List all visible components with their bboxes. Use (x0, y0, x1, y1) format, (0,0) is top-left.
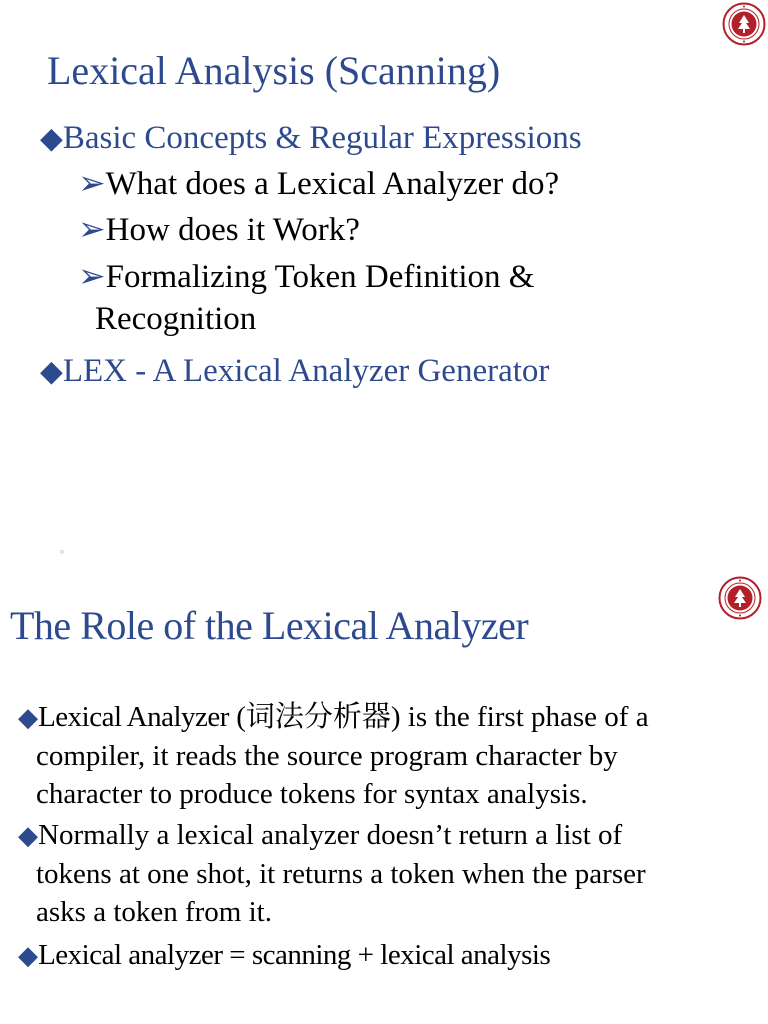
paragraph-lexical-analyzer (18, 698, 763, 813)
arrow-bullet-icon: ➢ (78, 212, 106, 248)
footnote-mark: 。 (60, 543, 71, 555)
slide-2 (0, 560, 768, 1024)
paragraph-normally (18, 816, 763, 931)
sub-bullet-formalizing-cont: Recognition (95, 301, 257, 337)
line: ◆Lexical Analyzer (词法分析器) is the first phase of a (18, 701, 649, 733)
line: tokens at one shot, it returns a token when the parser (36, 858, 646, 890)
paragraph-equation (18, 936, 763, 975)
arrow-bullet-icon: ➢ (78, 166, 106, 202)
line: compiler, it reads the source program character by (36, 740, 618, 772)
term-lexical-analyzer: Lexical Analyzer (38, 701, 229, 733)
university-seal-icon (722, 2, 766, 46)
line: ◆Lexical analyzer = scanning + lexical analysis (18, 939, 551, 971)
bullet-basic-concepts: ◆Basic Concepts & Regular Expressions (40, 120, 582, 156)
diamond-bullet-icon: ◆ (18, 703, 39, 732)
slide-2-title: The Role of the Lexical Analyzer (10, 603, 529, 648)
sub-bullet-formalizing: ➢Formalizing Token Definition & (78, 259, 535, 295)
sub-bullet-what-does: ➢What does a Lexical Analyzer do? (78, 166, 560, 202)
bullet-lex-generator: ◆LEX - A Lexical Analyzer Generator (40, 353, 550, 389)
line: asks a token from it. (36, 896, 272, 928)
line: character to produce tokens for syntax analysis. (36, 778, 588, 810)
line: ◆Normally a lexical analyzer doesn’t return a list of (18, 819, 623, 851)
sub-bullet-how-does: ➢How does it Work? (78, 212, 360, 248)
diamond-bullet-icon: ◆ (18, 941, 39, 970)
diamond-bullet-icon: ◆ (40, 356, 63, 388)
arrow-bullet-icon: ➢ (78, 259, 106, 295)
diamond-bullet-icon: ◆ (40, 123, 63, 155)
diamond-bullet-icon: ◆ (18, 821, 39, 850)
university-seal-icon (718, 576, 762, 620)
slide-1-title: Lexical Analysis (Scanning) (47, 48, 501, 93)
